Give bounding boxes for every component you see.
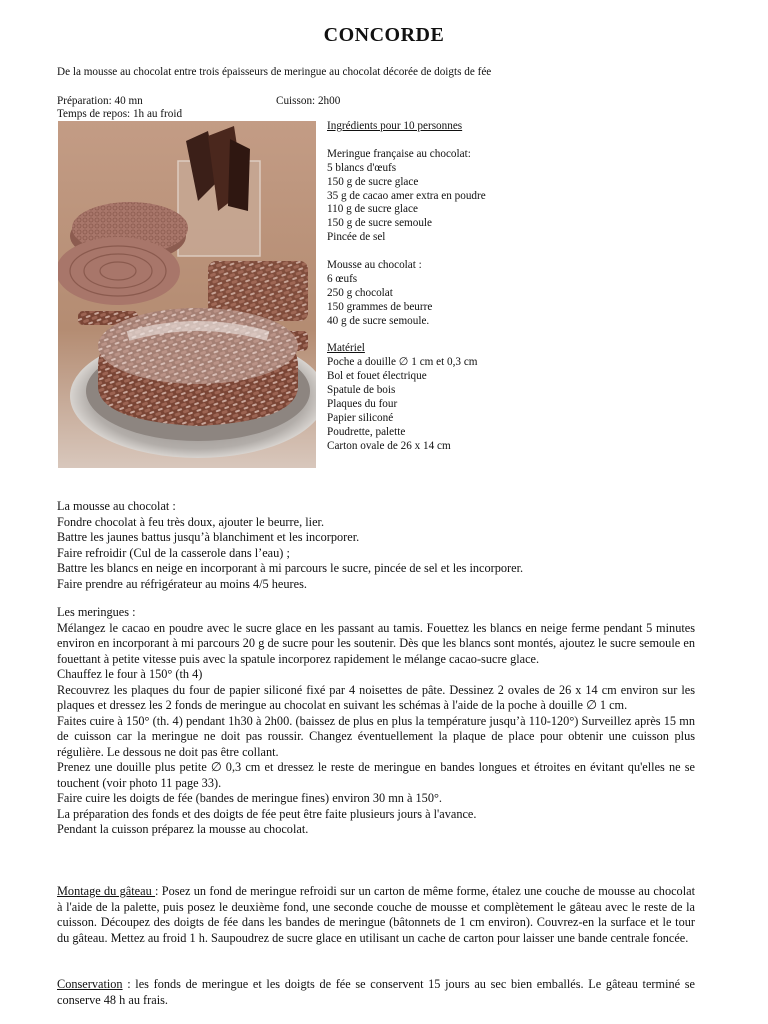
- concorde-cake: [98, 308, 298, 426]
- meringue-step: Chauffez le four à 150° (th 4): [57, 667, 203, 681]
- cooking-time: Cuisson: 2h00: [276, 95, 341, 107]
- mousse-step: Fondre chocolat à feu très doux, ajouter le beurre, lier.: [57, 514, 325, 529]
- mousse-section: [57, 499, 695, 592]
- materiel-item: Plaques du four: [327, 398, 398, 411]
- ingredient-item: 5 blancs d'œufs: [327, 161, 397, 174]
- mousse-step: Faire refroidir (Cul de la casserole dans l’eau) ;: [57, 545, 290, 560]
- meringue-step: Pendant la cuisson préparez la mousse au chocolat.: [57, 822, 309, 836]
- meringue-step: La préparation des fonds et des doigts de fée peut être faite plusieurs jours à l'avance.: [57, 806, 477, 821]
- mousse-step: Battre les jaunes battus jusqu’à blanchiment et les incorporer.: [57, 530, 360, 544]
- meringue-step: Prenez une douille plus petite ∅ 0,3 cm et dressez le reste de meringue en bandes longues et étroites en évitant qu'elles ne se touchent (voir photo 11 page 33).: [57, 760, 695, 790]
- ingredient-item: 35 g de cacao amer extra en poudre: [327, 189, 486, 202]
- ingredient-item: 110 g de sucre glace: [327, 203, 418, 216]
- meringue-discs: [58, 202, 188, 305]
- mousse-step: Faire prendre au réfrigérateur au moins 4/5 heures.: [57, 576, 307, 591]
- montage-text: : Posez un fond de meringue refroidi sur un carton de même forme, étalez une couche de mousse au chocolat à l'aide de la palette, puis posez le deuxième fond, une seconde couche de mousse et complètement le gâteau avec le reste de la cuisson. Découpez des doigts de fée dans les bandes de meringue (bâtonnets de 1 cm environ). Couvrez-en la surface et le tour du gâteau. Mettez au froid 1 h. Saupoudrez de sucre glace en utilisant un cache de carton pour laisser une bande centrale foncée.: [57, 884, 695, 945]
- ingredient-item: 150 grammes de beurre: [327, 300, 433, 313]
- meringue-step: Faire cuire les doigts de fée (bandes de meringue fines) environ 30 mn à 150°.: [57, 791, 442, 805]
- resting-time: Temps de repos: 1h au froid: [57, 108, 183, 120]
- materiel-title: Matériel: [327, 342, 365, 355]
- ingredient-item: 6 œufs: [327, 272, 358, 285]
- materiel-item: Poche a douille ∅ 1 cm et 0,3 cm: [327, 356, 478, 369]
- meringues-section: [57, 605, 695, 838]
- materiel-item: Papier siliconé: [327, 411, 394, 424]
- recipe-title: CONCORDE: [323, 24, 445, 46]
- meringue-title: Meringue française au chocolat:: [327, 147, 471, 160]
- materiel-item: Carton ovale de 26 x 14 cm: [327, 439, 451, 452]
- ingredient-item: Pincée de sel: [327, 231, 386, 244]
- cake-photo: [58, 121, 316, 468]
- mousse-title: Mousse au chocolat :: [327, 259, 422, 272]
- meringue-step: Recouvrez les plaques du four de papier siliconé fixé par 4 noisettes de pâte. Dessinez 2 ovales de 26 x 14 cm environ sur les plaques et dressez les 2 fonds de meringue au chocolat en suivant les schémas à l'aide de la poche à douille ∅ 1 cm.: [57, 682, 695, 712]
- ingredients-column: [327, 120, 486, 454]
- mousse-section-title: La mousse au chocolat :: [57, 499, 176, 513]
- ingredients-header: Ingrédients pour 10 personnes: [327, 120, 463, 132]
- conservation-label: Conservation: [57, 977, 123, 991]
- materiel-item: Poudrette, palette: [327, 425, 406, 438]
- materiel-item: Spatule de bois: [327, 384, 396, 397]
- preparation-time: Préparation: 40 mn: [57, 95, 143, 107]
- meringue-step: Faites cuire à 150° (th. 4) pendant 1h30 à 2h00. (baissez de plus en plus la température jusqu’à 110-120°) Surveillez après 15 mn de cuisson car la meringue ne doit pas roussir. Changez éventuellement la plaque de place pour obtenir une cuisson plus régulière. Le dessous ne doit pas être collant.: [57, 713, 695, 759]
- materiel-item: Bol et fouet électrique: [327, 370, 427, 383]
- ingredient-item: 250 g chocolat: [327, 286, 393, 299]
- meringues-section-title: Les meringues :: [57, 605, 136, 619]
- montage-section: [57, 884, 695, 946]
- mousse-step: Battre les blancs en neige en incorporant à mi parcours le sucre, pincée de sel et les incorporer.: [57, 561, 524, 575]
- meringue-step: Mélangez le cacao en poudre avec le sucre glace en les passant au tamis. Fouettez les blancs en neige ferme pendant 5 minutes environ en incorporant à mi parcours 20 g de sucre pour les soutenir. Dès que les blancs sont montés, ajoutez le sucre semoule en fouettant à petite vitesse puis avec la spatule incorporez rapidement le mélange cacao-sucre glace.: [57, 620, 695, 666]
- recipe-subtitle: De la mousse au chocolat entre trois épaisseurs de meringue au chocolat décorée de doigts de fée: [57, 66, 492, 78]
- montage-label: Montage du gâteau: [57, 884, 156, 898]
- ingredient-item: 40 g de sucre semoule.: [327, 314, 430, 327]
- conservation-section: [57, 977, 695, 1008]
- ingredient-item: 150 g de sucre semoule: [327, 217, 433, 230]
- ingredient-item: 150 g de sucre glace: [327, 175, 419, 188]
- conservation-text: : les fonds de meringue et les doigts de fée se conservent 15 jours au sec bien emballés. Le gâteau terminé se conserve 48 h au frais.: [57, 977, 695, 1007]
